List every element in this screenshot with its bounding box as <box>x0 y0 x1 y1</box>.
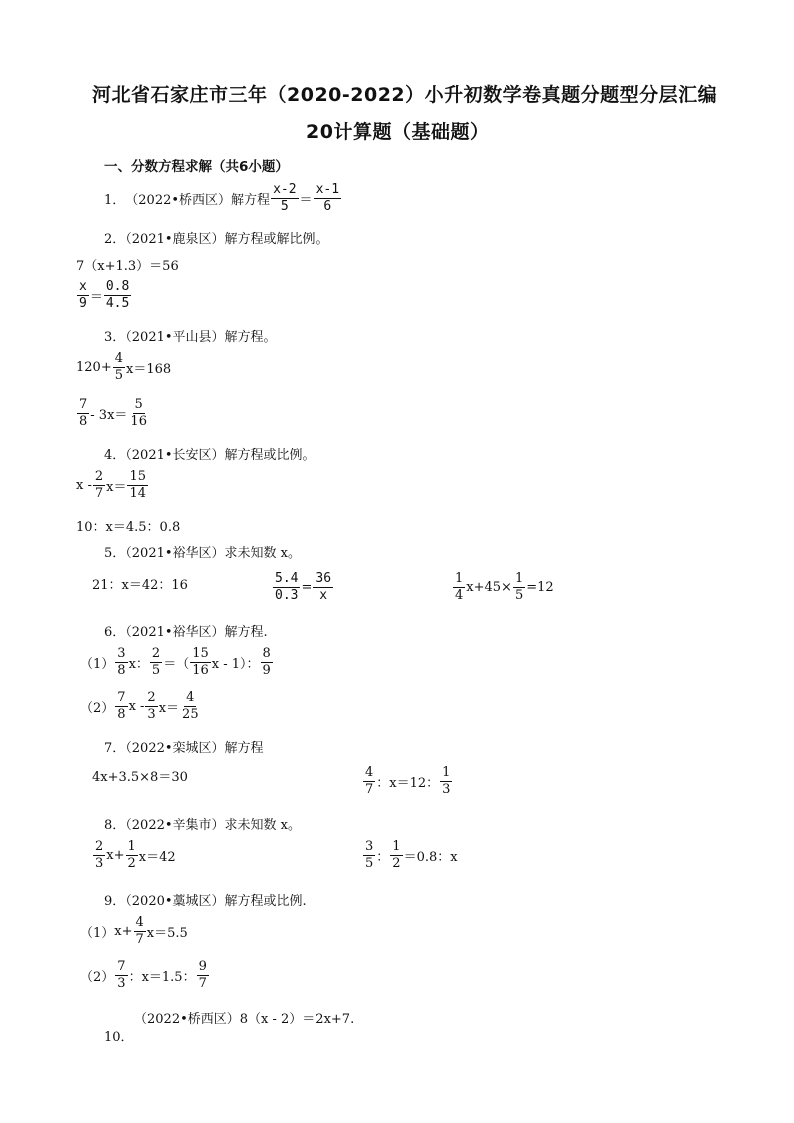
page-subtitle: 20计算题（基础题） <box>306 121 490 143</box>
equation: 7（x+1.3）＝56 <box>76 259 179 274</box>
equation: $\frac{7}{8}$ - 3x＝ $\frac{5}{16}$ <box>79 397 147 429</box>
equation: （2） $\frac{7}{3}$ ：x＝1.5： $\frac{9}{7}$ <box>80 959 207 991</box>
equation: 4x+3.5×8＝30 <box>92 770 188 785</box>
equation: $\frac{5.4}{0.3}$ = $\frac{36}{x}$ <box>275 571 332 603</box>
question-6: 6．（2021•裕华区）解方程. <box>104 625 268 640</box>
equation: $\frac{4}{7}$ ：x＝12： $\frac{1}{3}$ <box>365 765 451 797</box>
question-7: 7．（2022•栾城区）解方程 <box>104 741 264 756</box>
page-title: 河北省石家庄市三年（2020-2022）小升初数学卷真题分题型分层汇编 <box>92 84 718 106</box>
fraction: $\frac{x-2}{5}$ <box>273 182 297 214</box>
equation: 120+ $\frac{4}{5}$ x＝168 <box>76 351 172 383</box>
equation: x - $\frac{2}{7}$ x＝ $\frac{15}{14}$ <box>76 469 147 501</box>
equation: $\frac{1}{4}$ x+45× $\frac{1}{5}$ =12 <box>455 571 554 603</box>
equation: 10：x＝4.5：0.8 <box>76 520 181 535</box>
fraction: $\frac{x-1}{6}$ <box>315 182 340 214</box>
question-10: （2022•桥西区）8（x - 2）＝2x+7. <box>134 1012 355 1027</box>
equation: （1） x+ $\frac{4}{7}$ x＝5.5 <box>80 915 188 947</box>
section-heading: 一、分数方程求解（共6小题） <box>104 159 289 175</box>
equation: 21：x＝42：16 <box>92 578 188 593</box>
equation: （1） $\frac{3}{8}$ x： $\frac{2}{5}$ ＝（ $\frac{15}{16}$ x - 1）： $\frac{8}{9}$ <box>80 646 271 678</box>
equation: $\frac{3}{5}$ ： $\frac{1}{2}$ ＝0.8：x <box>365 839 458 871</box>
question-1: 1． （2022•桥西区） 解方程 $\frac{x-2}{5}$ ＝ $\frac{x-1}{6}$ <box>104 182 340 214</box>
question-3: 3．（2021•平山县）解方程。 <box>104 330 277 345</box>
question-source: （2022•桥西区） <box>125 192 232 208</box>
equation: （2） $\frac{7}{8}$ x - $\frac{2}{3}$ x＝ $\frac{4}{25}$ <box>80 690 199 722</box>
question-5: 5．（2021•裕华区）求未知数 x。 <box>104 546 302 561</box>
equation: $\frac{2}{3}$ x+ $\frac{1}{2}$ x＝42 <box>95 839 176 871</box>
equation: $\frac{x}{9}$ ＝ $\frac{0.8}{4.5}$ <box>79 279 130 311</box>
question-2: 2．（2021•鹿泉区）解方程或解比例。 <box>104 232 329 247</box>
question-9: 9．（2020•藁城区）解方程或比例. <box>104 894 307 909</box>
question-4: 4．（2021•长安区）解方程或比例。 <box>104 448 316 463</box>
question-10-number: 10． <box>104 1030 134 1045</box>
question-8: 8．（2022•辛集市）求未知数 x。 <box>104 818 302 833</box>
